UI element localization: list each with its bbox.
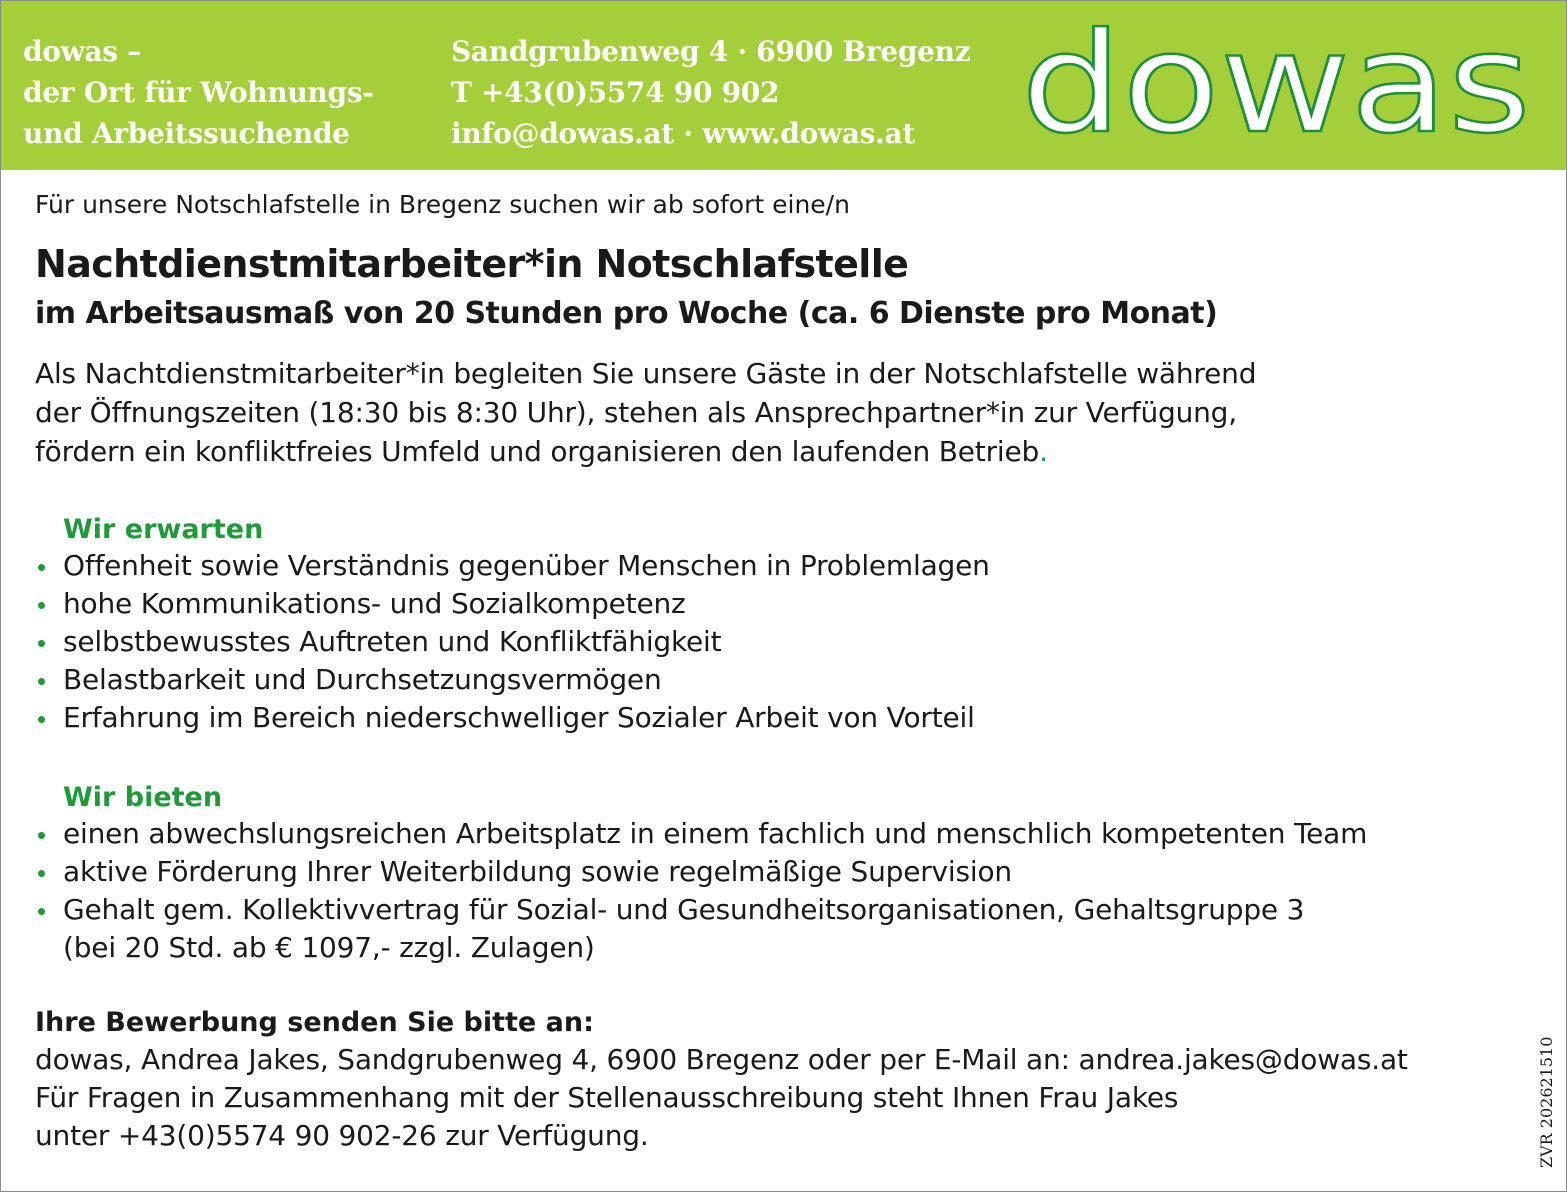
job-title: Nachtdienstmitarbeiter*in Notschlafstelle xyxy=(35,242,909,286)
org-line-2: der Ort für Wohnungs- xyxy=(23,76,374,109)
org-tagline xyxy=(23,31,374,154)
list-item: einen abwechslungsreichen Arbeitsplatz in einem fachlich und menschlich kompetenten Team xyxy=(35,815,1525,853)
org-line-3: und Arbeitssuchende xyxy=(23,117,350,150)
list-item: Belastbarkeit und Durchsetzungsvermögen xyxy=(35,661,1525,699)
contact-phone: T +43(0)5574 90 902 xyxy=(451,76,780,109)
offer-heading: Wir bieten xyxy=(63,782,223,813)
contact-address: Sandgrubenweg 4 · 6900 Bregenz xyxy=(451,35,971,68)
job-subtitle: im Arbeitsausmaß von 20 Stunden pro Woche (ca. 6 Dienste pro Monat) xyxy=(35,296,1218,331)
list-item: Erfahrung im Bereich niederschwelliger Sozialer Arbeit von Vorteil xyxy=(35,699,1525,737)
header-bar xyxy=(1,1,1566,170)
bullet-icon xyxy=(38,602,45,609)
dowas-logo xyxy=(1021,19,1541,159)
bullet-icon xyxy=(38,678,45,685)
bullet-icon xyxy=(38,908,45,915)
intro-text: Für unsere Notschlafstelle in Bregenz suchen wir ab sofort eine/n xyxy=(35,190,850,219)
description-line-2: der Öffnungszeiten (18:30 bis 8:30 Uhr), stehen als Ansprechpartner*in zur Verfügung, xyxy=(35,396,1237,429)
bullet-icon xyxy=(38,870,45,877)
bullet-icon xyxy=(38,640,45,647)
list-item: aktive Förderung Ihrer Weiterbildung sowie regelmäßige Supervision xyxy=(35,853,1525,891)
bullet-icon xyxy=(38,564,45,571)
description-line-3: fördern ein konfliktfreies Umfeld und organisieren den laufenden Betrieb. xyxy=(35,435,1048,468)
list-item: Gehalt gem. Kollektivvertrag für Sozial- und Gesundheitsorganisationen, Gehaltsgruppe 3 (bei 20 Std. ab € 1097,- zzgl. Zulagen) xyxy=(35,891,1525,967)
ad-body xyxy=(35,190,1525,1155)
offer-list xyxy=(35,815,1525,967)
job-description xyxy=(35,354,1475,471)
application-questions: Für Fragen in Zusammenhang mit der Stellenausschreibung steht Ihnen Frau Jakes xyxy=(35,1081,1179,1114)
logo-text: dowas xyxy=(1021,19,1531,159)
list-item: selbstbewusstes Auftreten und Konfliktfähigkeit xyxy=(35,623,1525,661)
description-line-1: Als Nachtdienstmitarbeiter*in begleiten Sie unsere Gäste in der Notschlafstelle während xyxy=(35,357,1257,390)
expect-heading: Wir erwarten xyxy=(63,514,264,545)
expect-list xyxy=(35,547,1525,737)
contact-email-web: info@dowas.at · www.dowas.at xyxy=(451,117,915,150)
list-item: hohe Kommunikations- und Sozialkompetenz xyxy=(35,585,1525,623)
bullet-icon xyxy=(38,716,45,723)
salary-note: (bei 20 Std. ab € 1097,- zzgl. Zulagen) xyxy=(63,931,595,964)
application-heading: Ihre Bewerbung senden Sie bitte an: xyxy=(35,1007,594,1038)
application-phone: unter +43(0)5574 90 902-26 zur Verfügung. xyxy=(35,1119,649,1152)
list-item: Offenheit sowie Verständnis gegenüber Menschen in Problemlagen xyxy=(35,547,1525,585)
org-line-1: dowas – xyxy=(23,35,141,68)
bullet-icon xyxy=(38,832,45,839)
application-address: dowas, Andrea Jakes, Sandgrubenweg 4, 6900 Bregenz oder per E-Mail an: andrea.jakes@dowas.at xyxy=(35,1043,1408,1076)
zvr-number: ZVR 202621510 xyxy=(1537,1036,1556,1168)
contact-block xyxy=(451,31,970,154)
